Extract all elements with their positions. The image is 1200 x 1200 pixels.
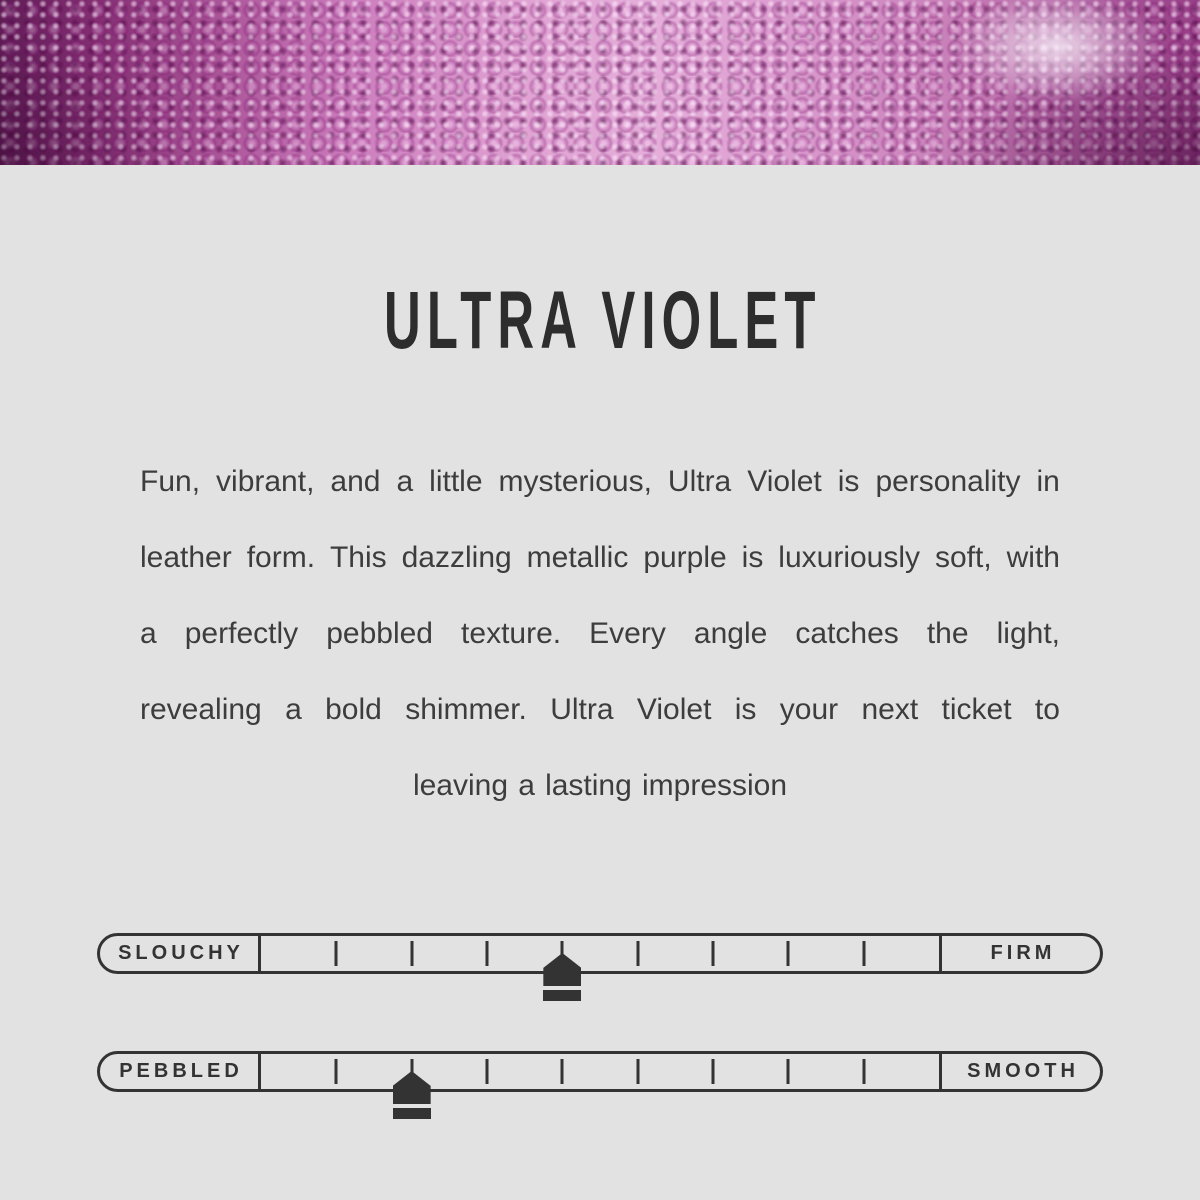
description-line: [140, 672, 1060, 748]
word: to: [1034, 693, 1060, 726]
scale-tick: [787, 1059, 790, 1084]
description-line: [140, 596, 1060, 672]
scale-tick: [636, 1059, 639, 1084]
scale-pill: [97, 1051, 1103, 1092]
marker-arrow-icon: [393, 1071, 431, 1104]
scale-tick: [636, 941, 639, 966]
description-paragraph: [140, 444, 1060, 824]
word: Violet: [636, 693, 712, 726]
word: leaving: [412, 769, 509, 802]
word: Ultra: [550, 693, 614, 726]
scale-tick: [862, 941, 865, 966]
scales-section: [0, 933, 1200, 1092]
word: Violet: [747, 465, 822, 498]
word: bold: [325, 693, 382, 726]
word: a: [518, 769, 535, 802]
word: personality: [875, 465, 1021, 498]
scale-marker[interactable]: [543, 953, 581, 1001]
word: a: [396, 465, 414, 498]
word: and: [330, 465, 381, 498]
word: the: [926, 617, 969, 650]
word: purple: [643, 541, 727, 574]
scale-marker[interactable]: [393, 1071, 431, 1119]
scale-tick: [862, 1059, 865, 1084]
word: ticket: [941, 693, 1012, 726]
word: is: [837, 465, 860, 498]
word: is: [741, 541, 764, 574]
word: mysterious,: [498, 465, 652, 498]
scale-right-cap: [939, 1054, 1100, 1089]
scale-left-label: PEBBLED: [119, 1060, 243, 1082]
scale-tick: [561, 1059, 564, 1084]
scale-track: [261, 1054, 939, 1089]
word: revealing: [140, 693, 262, 726]
word: luxuriously: [778, 541, 921, 574]
word: pebbled: [326, 617, 433, 650]
word: perfectly: [184, 617, 299, 650]
word: Every: [589, 617, 666, 650]
word: little: [429, 465, 483, 498]
word: soft,: [934, 541, 992, 574]
slouchy-firm-scale: [97, 933, 1103, 974]
scale-tick: [410, 941, 413, 966]
word: This: [329, 541, 387, 574]
word: shimmer.: [405, 693, 527, 726]
word: a: [140, 617, 157, 650]
word: next: [861, 693, 919, 726]
word: texture.: [461, 617, 562, 650]
marker-base: [393, 1108, 431, 1119]
description-line: [140, 520, 1060, 596]
scale-tick: [712, 1059, 715, 1084]
word: leather: [140, 541, 232, 574]
scale-track: [261, 936, 939, 971]
scale-right-label: SMOOTH: [967, 1060, 1079, 1082]
word: a: [285, 693, 302, 726]
word: in: [1036, 465, 1060, 498]
word: catches: [795, 617, 899, 650]
word: is: [734, 693, 757, 726]
word: form.: [246, 541, 316, 574]
product-color-name: ULTRA VIOLET: [384, 275, 822, 366]
word: Ultra: [667, 465, 732, 498]
word: your: [779, 693, 839, 726]
word: light,: [996, 617, 1060, 650]
description-line: [140, 444, 1060, 520]
word: metallic: [526, 541, 629, 574]
scale-left-cap: [100, 936, 261, 971]
marker-arrow-icon: [543, 953, 581, 986]
scale-tick: [335, 1059, 338, 1084]
scale-pill: [97, 933, 1103, 974]
scale-left-cap: [100, 1054, 261, 1089]
leather-texture-banner: [0, 0, 1200, 165]
word: with: [1006, 541, 1060, 574]
word: lasting: [545, 769, 632, 802]
scale-tick: [335, 941, 338, 966]
word: angle: [693, 617, 768, 650]
scale-right-cap: [939, 936, 1100, 971]
scale-right-label: FIRM: [990, 942, 1056, 964]
scale-tick: [486, 941, 489, 966]
word: vibrant,: [216, 465, 315, 498]
marker-base: [543, 990, 581, 1001]
scale-tick: [787, 941, 790, 966]
word: impression: [641, 769, 788, 802]
word: dazzling: [401, 541, 512, 574]
description-line: [140, 748, 1060, 824]
pebbled-smooth-scale: [97, 1051, 1103, 1092]
word: Fun,: [140, 465, 201, 498]
scale-tick: [712, 941, 715, 966]
page-title: [0, 275, 1200, 380]
scale-left-label: SLOUCHY: [118, 942, 244, 964]
scale-tick: [486, 1059, 489, 1084]
